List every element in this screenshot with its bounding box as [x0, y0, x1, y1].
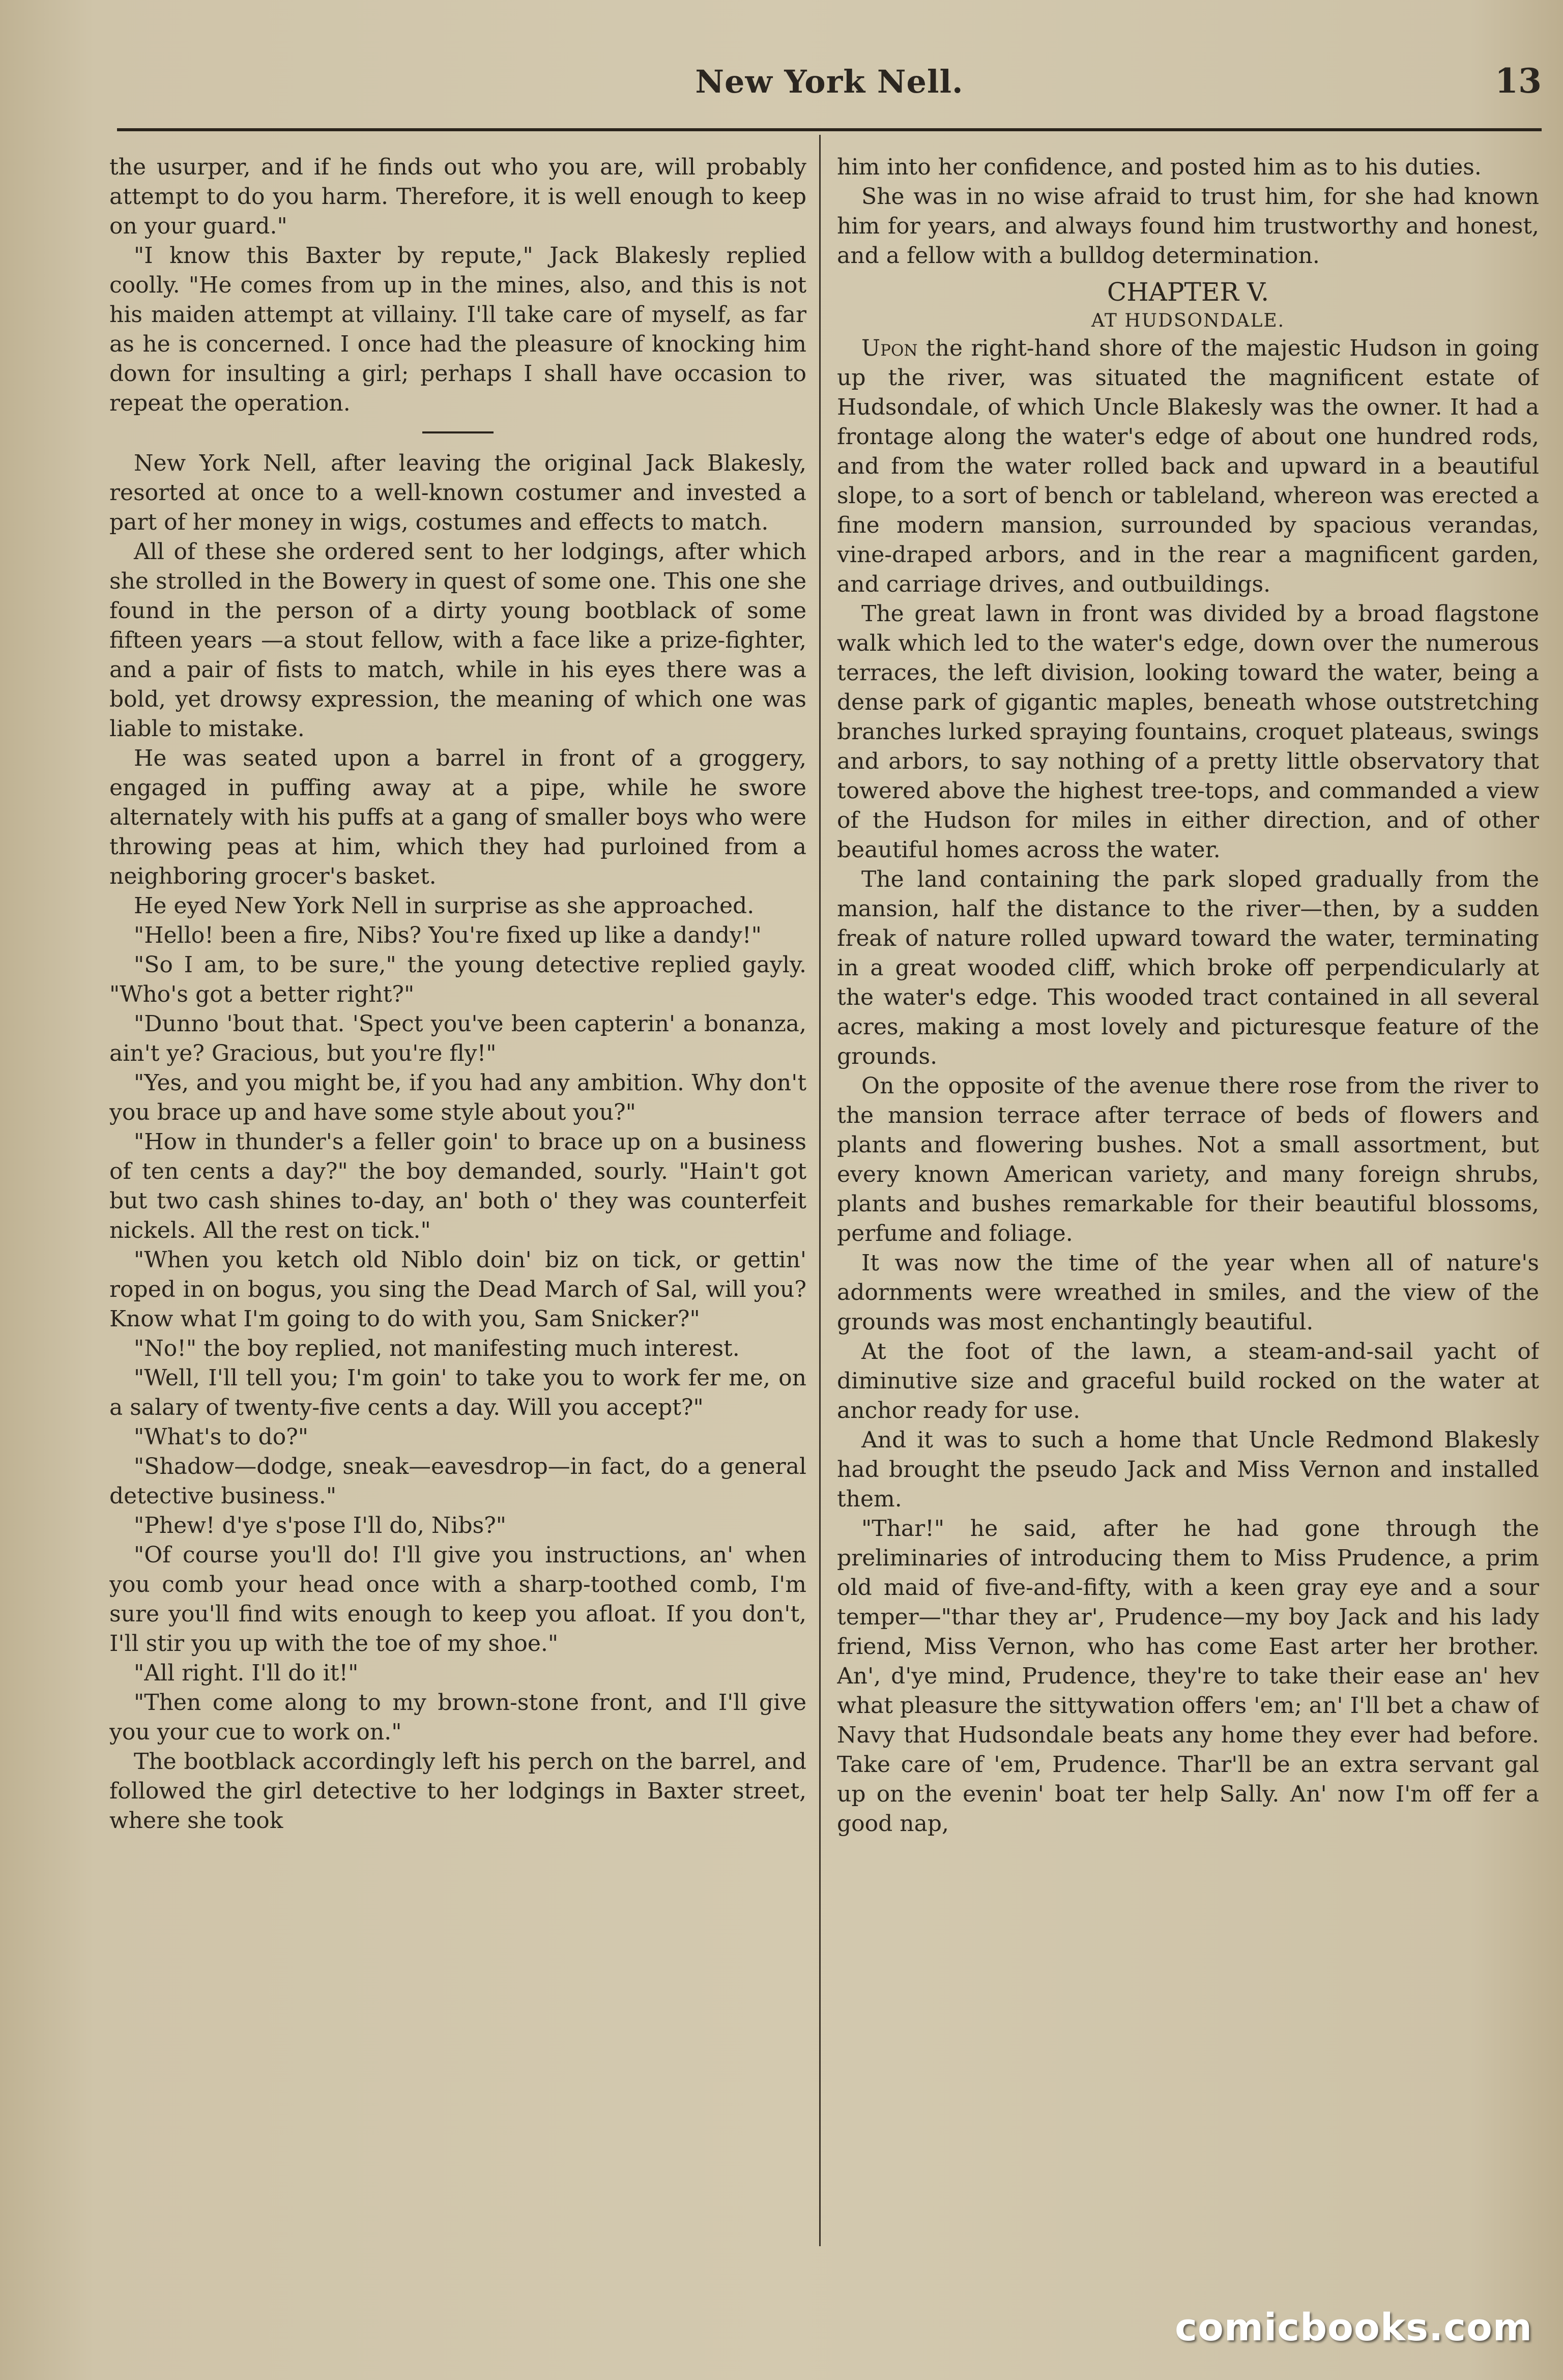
paragraph: It was now the time of the year when all of nature's adornments were wreathed in smiles, and the view of the grounds was most enchantingly beautiful.: [837, 1250, 1539, 1335]
paragraph-text: the right-hand shore of the majestic Hudson in going up the river, was situated the magnificent estate of Hudsondale, of which Uncle Blakesly was the owner. It had a frontage along the water's edge of about one hundred rods, and from the water rolled back and upward in a beautiful slope, to a sort of bench or tableland, whereon was erected a fine modern mansion, surrounded by spacious verandas, vine-draped arbors, and in the rear a magnificent garden, and carriage drives, and outbuildings.: [837, 335, 1539, 597]
paragraph: On the opposite of the avenue there rose from the river to the mansion terrace after terrace of beds of flowers and plants and flowering bushes. Not a small assortment, but every known American variety, and many foreign shrubs, plants and bushes remarkable for their beautiful blossoms, perfume and foliage.: [837, 1073, 1539, 1246]
paragraph: "Thar!" he said, after he had gone through the preliminaries of introducing them to Miss Prudence, a prim old maid of five-and-fifty, with a keen gray eye and a sour temper—"thar they ar', Prudence—my boy Jack and his lady friend, Miss Vernon, who has come East arter her brother. An', d'ye mind, Prudence, they're to take their ease an' hev what pleasure the sittywation offers 'em; an' I'll bet a chaw of Navy that Hudsondale beats any home they ever had before. Take care of 'em, Prudence. Thar'll be an extra servant gal up on the evenin' boat ter help Sally. An' now I'm off fer a good nap,: [837, 1516, 1539, 1837]
paragraph: He was seated upon a barrel in front of a groggery, engaged in puffing away at a pipe, while he swore alternately with his puffs at a gang of smaller boys who were throwing peas at him, which they had purloined from a neighboring grocer's basket.: [109, 745, 806, 889]
paragraph: The great lawn in front was divided by a broad flagstone walk which led to the water's edge, down over the numerous terraces, the left division, looking toward the water, being a dense park of gigantic maples, beneath whose outstretching branches lurked spraying fountains, croquet plateaus, swings and arbors, to say nothing of a pretty little observatory that towered above the highest tree-tops, and commanded a view of the Hudson for miles in either direction, and of other beautiful homes across the water.: [837, 601, 1539, 863]
paragraph: All of these she ordered sent to her lodgings, after which she strolled in the Bowery in quest of some one. This one she found in the person of a dirty young bootblack of some fifteen years —a stout fellow, with a face like a prize-fighter, and a pair of fists to match, while in his eyes there was a bold, yet drowsy expression, the meaning of which one was liable to mistake.: [109, 539, 806, 742]
paragraph: He eyed New York Nell in surprise as she approached.: [134, 893, 755, 919]
paragraph: "Shadow—dodge, sneak—eavesdrop—in fact, do a general detective business.": [109, 1454, 806, 1509]
paragraph: New York Nell, after leaving the original Jack Blakesly, resorted at once to a well-known costumer and invested a part of her money in wigs, costumes and effects to match.: [109, 450, 806, 535]
paragraph: "Hello! been a fire, Nibs? You're fixed up like a dandy!": [134, 922, 762, 948]
paragraph: "I know this Baxter by repute," Jack Blakesly replied coolly. "He comes from up in the mines, also, and this is not his maiden attempt at villainy. I'll take care of myself, as far as he is concerned. I once had the pleasure of knocking him down for insulting a girl; perhaps I shall have occasion to repeat the operation.: [109, 243, 806, 416]
paragraph: "When you ketch old Niblo doin' biz on tick, or gettin' roped in on bogus, you sing the Dead March of Sal, will you? Know what I'm going to do with you, Sam Snicker?": [109, 1247, 806, 1332]
paragraph: "How in thunder's a feller goin' to brace up on a business of ten cents a day?" the boy demanded, sourly. "Hain't got but two cash shines to-day, an' both o' they was counterfeit nickels. All the rest on tick.": [109, 1129, 806, 1243]
paragraph: "Well, I'll tell you; I'm goin' to take you to work fer me, on a salary of twenty-five cents a day. Will you accept?": [109, 1365, 806, 1420]
chapter-heading: CHAPTER V.: [1107, 277, 1269, 307]
right-column: [837, 153, 1539, 2264]
paragraph: "Yes, and you might be, if you had any ambition. Why don't you brace up and have some style about you?": [109, 1070, 806, 1125]
paragraph: The land containing the park sloped gradually from the mansion, half the distance to the river—then, by a sudden freak of nature rolled upward toward the water, terminating in a great wooded cliff, which broke off perpendicularly at the water's edge. This wooded tract contained in all several acres, making a most lovely and picturesque feature of the grounds.: [837, 866, 1539, 1069]
paragraph: the usurper, and if he finds out who you are, will probably attempt to do you harm. Therefore, it is well enough to keep on your guard.": [109, 154, 806, 239]
page-header: [117, 56, 1542, 117]
paragraph: "Dunno 'bout that. 'Spect you've been capterin' a bonanza, ain't ye? Gracious, but you're fly!": [109, 1011, 806, 1066]
paragraph: [837, 334, 1539, 599]
paragraph: "Phew! d'ye s'pose I'll do, Nibs?": [134, 1513, 507, 1539]
paragraph: She was in no wise afraid to trust him, for she had known him for years, and always found him trustworthy and honest, and a fellow with a bulldog determination.: [837, 184, 1539, 269]
paragraph: The bootblack accordingly left his perch on the barrel, and followed the girl detective to her lodgings in Baxter street, where she took: [109, 1749, 806, 1834]
paragraph: "No!" the boy replied, not manifesting much interest.: [134, 1336, 740, 1361]
paragraph: And it was to such a home that Uncle Redmond Blakesly had brought the pseudo Jack and Miss Vernon and installed them.: [837, 1427, 1539, 1512]
paragraph: "Of course you'll do! I'll give you instructions, an' when you comb your head once with a sharp-toothed comb, I'm sure you'll find wits enough to keep you afloat. If you don't, I'll stir you up with the toe of my shoe.": [109, 1542, 806, 1657]
watermark: comicbooks.com: [1175, 2306, 1532, 2349]
column-divider: [819, 135, 821, 2246]
paragraph: "All right. I'll do it!": [134, 1660, 359, 1686]
paragraph: him into her confidence, and posted him as to his duties.: [837, 154, 1482, 180]
chapter-subtitle: AT HUDSONDALE.: [1091, 310, 1285, 331]
paragraph: "So I am, to be sure," the young detective replied gayly. "Who's got a better right?": [109, 952, 806, 1007]
page-number: 13: [1495, 61, 1542, 101]
header-rule: [117, 128, 1542, 131]
paragraph: "Then come along to my brown-stone front, and I'll give you your cue to work on.": [109, 1690, 806, 1745]
paragraph: At the foot of the lawn, a steam-and-sail yacht of diminutive size and graceful build rocked on the water at anchor ready for use.: [837, 1339, 1539, 1424]
drop-lead-word: Upon: [861, 335, 918, 361]
paragraph: "What's to do?": [134, 1424, 309, 1450]
running-title: New York Nell.: [695, 63, 964, 100]
section-separator: [422, 431, 494, 433]
left-column: [109, 153, 806, 2264]
